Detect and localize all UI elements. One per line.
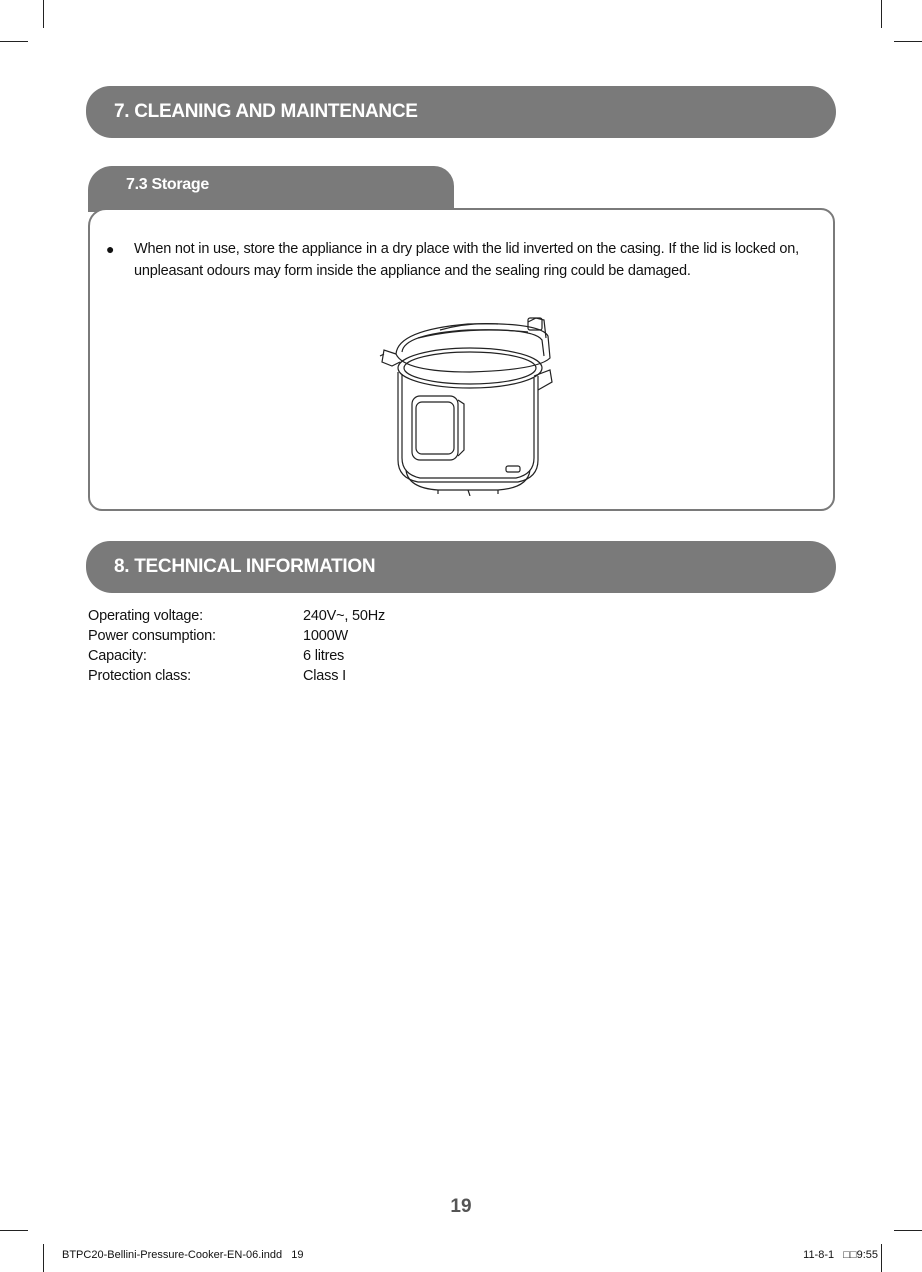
section-8-heading (86, 541, 836, 593)
spec-row (88, 626, 488, 646)
crop-mark-top-right-h (894, 41, 922, 42)
spec-value: 1000W (303, 628, 348, 644)
footer-file-name: BTPC20-Bellini-Pressure-Cooker-EN-06.indd 19 (62, 1249, 304, 1261)
pressure-cooker-illustration (378, 310, 558, 496)
section-7-heading (86, 86, 836, 138)
spec-label: Operating voltage: (88, 608, 203, 624)
section-8-title: 8. TECHNICAL INFORMATION (114, 556, 376, 577)
spec-value: 6 litres (303, 648, 345, 664)
spec-row (88, 646, 488, 666)
crop-mark-top-left-v (43, 0, 44, 28)
technical-specs-table (88, 606, 488, 686)
crop-mark-bottom-right-h (894, 1230, 922, 1231)
footer-timestamp: 11-8-1 □□9:55 (803, 1249, 878, 1261)
crop-mark-bottom-left-v (43, 1244, 44, 1272)
crop-mark-bottom-left-h (0, 1230, 28, 1231)
subsection-title: 7.3 Storage (126, 176, 209, 193)
spec-label: Protection class: (88, 668, 191, 684)
bullet-icon: ● (106, 241, 115, 257)
spec-row (88, 666, 488, 686)
page-number: 19 (450, 1196, 472, 1217)
spec-label: Power consumption: (88, 628, 216, 644)
section-7-title: 7. CLEANING AND MAINTENANCE (114, 101, 418, 122)
crop-mark-bottom-right-v (881, 1244, 882, 1272)
spec-row (88, 606, 488, 626)
spec-label: Capacity: (88, 648, 147, 664)
storage-text: When not in use, store the appliance in a dry place with the lid inverted on the casing. If the lid is locked on, unpleasant odours may form inside the appliance and the sealing ring could be damaged. (134, 241, 799, 279)
spec-value: Class I (303, 668, 346, 684)
spec-value: 240V~, 50Hz (303, 608, 386, 624)
subsection-tab (88, 166, 454, 212)
storage-box (88, 208, 835, 511)
crop-mark-top-left-h (0, 41, 28, 42)
crop-mark-top-right-v (881, 0, 882, 28)
